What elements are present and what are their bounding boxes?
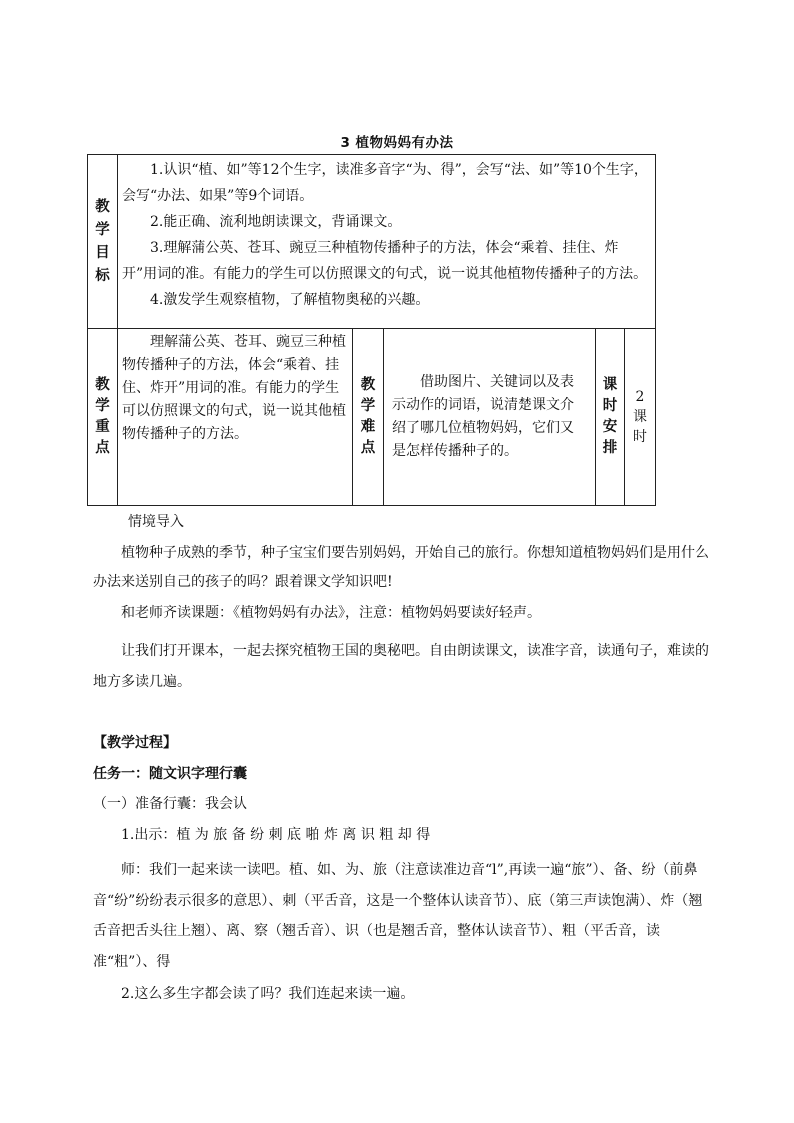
difficulty-header-char: 点 [360, 440, 376, 456]
schedule-header-char: 课 [602, 377, 618, 393]
objective-item: 4.激发学生观察植物，了解植物奥秘的兴趣。 [150, 292, 430, 308]
intro-paragraph-2: 和老师齐读课题：《植物妈妈有办法》，注意：植物妈妈要读好轻声。 [121, 605, 541, 621]
key-points-header-char: 学 [95, 398, 110, 414]
objectives-list [122, 157, 649, 313]
difficulty-header [353, 329, 384, 505]
teacher-instruction: 师：我们一起来读一读吧。植、如、为、旅（注意读准边音“l”,再读一遍“旅”）、备、纷（前鼻音“纷”纷纷表示很多的意思）、刺（平舌音，这是一个整体认读音节）、底（第三声读饱满）、炸（翘舌音把舌头往上翘）、离、察（翘舌音）、识（也是翘舌音，整体认读音节）、粗（平舌音，读准“粗”）、得 [93, 862, 703, 970]
objectives-table [87, 154, 656, 329]
key-points-header-char: 点 [95, 440, 110, 456]
schedule-value-char: 课 [633, 409, 647, 425]
sub-section-heading: （一）准备行囊：我会认 [93, 796, 247, 812]
objective-item: 1.认识“植、如”等12个生字，读准多音字“为、得”，会写“法、如”等10个生字，会写“办法、如果”等9个词语。 [122, 162, 648, 204]
intro-heading: 情境导入 [128, 514, 184, 530]
objective-item: 3.理解蒲公英、苍耳、豌豆三种植物传播种子的方法，体会“乘着、挂住、炸开”用词的准。有能力的学生可以仿照课文的句式，说一说其他植物传播种子的方法。 [122, 240, 648, 282]
difficulty-text-content: 借助图片、关键词以及表示动作的词语，说清楚课文介绍了哪几位植物妈妈，它们又是怎样传播种子的。 [392, 374, 574, 459]
task-one-heading: 任务一：随文识字理行囊 [93, 766, 247, 782]
key-points-header [88, 329, 118, 505]
objectives-header-char: 目 [95, 244, 110, 261]
process-item-1: 1.出示：植 为 旅 备 纷 刺 底 啪 炸 离 识 粗 却 得 [121, 827, 431, 843]
intro-paragraph-1: 植物种子成熟的季节，种子宝宝们要告别妈妈，开始自己的旅行。你想知道植物妈妈们是用什么办法来送别自己的孩子的吗？跟着课文学知识吧! [93, 545, 709, 590]
difficulty-header-char: 难 [360, 419, 376, 435]
key-points-header-char: 教 [95, 377, 110, 393]
difficulty-text [384, 329, 596, 505]
schedule-header-char: 安 [602, 419, 618, 435]
schedule-value-char: 时 [633, 429, 647, 445]
difficulty-header-char: 教 [360, 377, 376, 393]
difficulty-header-char: 学 [360, 398, 376, 414]
schedule-value [625, 329, 655, 505]
objective-item: 2.能正确、流利地朗读课文，背诵课文。 [150, 214, 402, 230]
process-heading: 【教学过程】 [93, 735, 177, 751]
key-points-table [87, 328, 656, 506]
lesson-title: 3 植物妈妈有办法 [340, 135, 454, 151]
objectives-header-char: 教 [95, 198, 110, 215]
objectives-header-char: 标 [95, 267, 110, 284]
intro-paragraph-3: 让我们打开课本，一起去探究植物王国的奥秘吧。自由朗读课文，读准字音，读通句子，难读的地方多读几遍。 [93, 643, 709, 690]
schedule-header [596, 329, 625, 505]
objectives-header [88, 155, 118, 328]
objectives-header-char: 学 [95, 221, 110, 238]
schedule-value-char: 2 [635, 389, 645, 405]
schedule-header-char: 时 [602, 398, 618, 414]
schedule-header-char: 排 [602, 440, 618, 456]
process-item-2: 2.这么多生字都会读了吗？我们连起来读一遍。 [121, 986, 415, 1002]
key-points-header-char: 重 [95, 419, 110, 435]
key-points-text: 理解蒲公英、苍耳、豌豆三种植物传播种子的方法，体会“乘着、挂住、炸开”用词的准。有能力的学生可以仿照课文的句式，说一说其他植物传播种子的方法。 [118, 329, 353, 505]
